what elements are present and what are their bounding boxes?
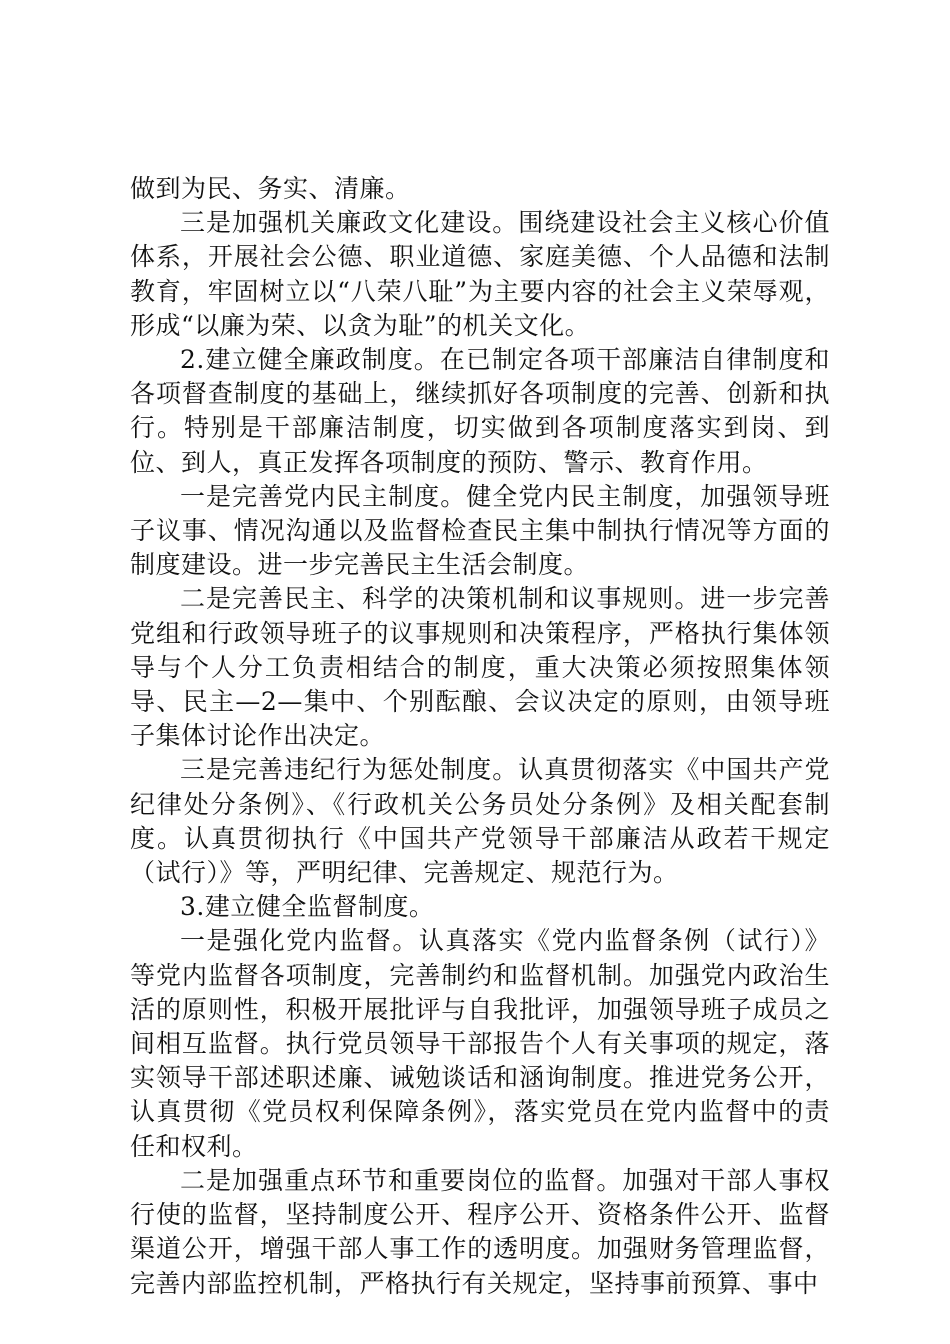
paragraph-7: 3.建立健全监督制度。 [180,892,435,922]
paragraph-6: 三是完善违纪行为惩处制度。认真贯彻落实《中国共产党纪律处分条例》、《行政机关公务员处分条例》及相关配套制度。认真贯彻执行《中国共产党领导干部廉洁从政若干规定（试行）》等，严明纪律、完善规定、规范行为。 [130,755,830,888]
document-body [130,172,830,1301]
paragraph-4: 一是完善党内民主制度。健全党内民主制度，加强领导班子议事、情况沟通以及监督检查民主集中制执行情况等方面的制度建设。进一步完善民主生活会制度。 [130,481,830,580]
paragraph-2: 三是加强机关廉政文化建设。围绕建设社会主义核心价值体系，开展社会公德、职业道德、家庭美德、个人品德和法制教育，牢固树立以“八荣八耻”为主要内容的社会主义荣辱观，形成“以廉为荣、以贪为耻”的机关文化。 [130,208,830,340]
paragraph-8: 一是强化党内监督。认真落实《党内监督条例（试行）》等党内监督各项制度，完善制约和监督机制。加强党内政治生活的原则性，积极开展批评与自我批评，加强领导班子成员之间相互监督。执行党员领导干部报告个人有关事项的规定，落实领导干部述职述廉、诫勉谈话和涵询制度。推进党务公开，认真贯彻《党员权利保障条例》，落实党员在党内监督中的责任和权利。 [130,926,830,1161]
paragraph-9: 二是加强重点环节和重要岗位的监督。加强对干部人事权行使的监督，坚持制度公开、程序公开、资格条件公开、监督渠道公开，增强干部人事工作的透明度。加强财务管理监督，完善内部监控机制，严格执行有关规定，坚持事前预算、事中 [130,1165,830,1298]
paragraph-1: 做到为民、务实、清廉。 [130,174,411,203]
paragraph-5: 二是完善民主、科学的决策机制和议事规则。进一步完善党组和行政领导班子的议事规则和决策程序，严格执行集体领导与个人分工负责相结合的制度，重大决策必须按照集体领导、民主—2—集中、个别酝酿、会议决定的原则，由领导班子集体讨论作出决定。 [130,584,830,751]
paragraph-3: 2.建立健全廉政制度。在已制定各项干部廉洁自律制度和各项督查制度的基础上，继续抓好各项制度的完善、创新和执行。特别是干部廉洁制度，切实做到各项制度落实到岗、到位、到人，真正发挥各项制度的预防、警示、教育作用。 [130,345,830,477]
